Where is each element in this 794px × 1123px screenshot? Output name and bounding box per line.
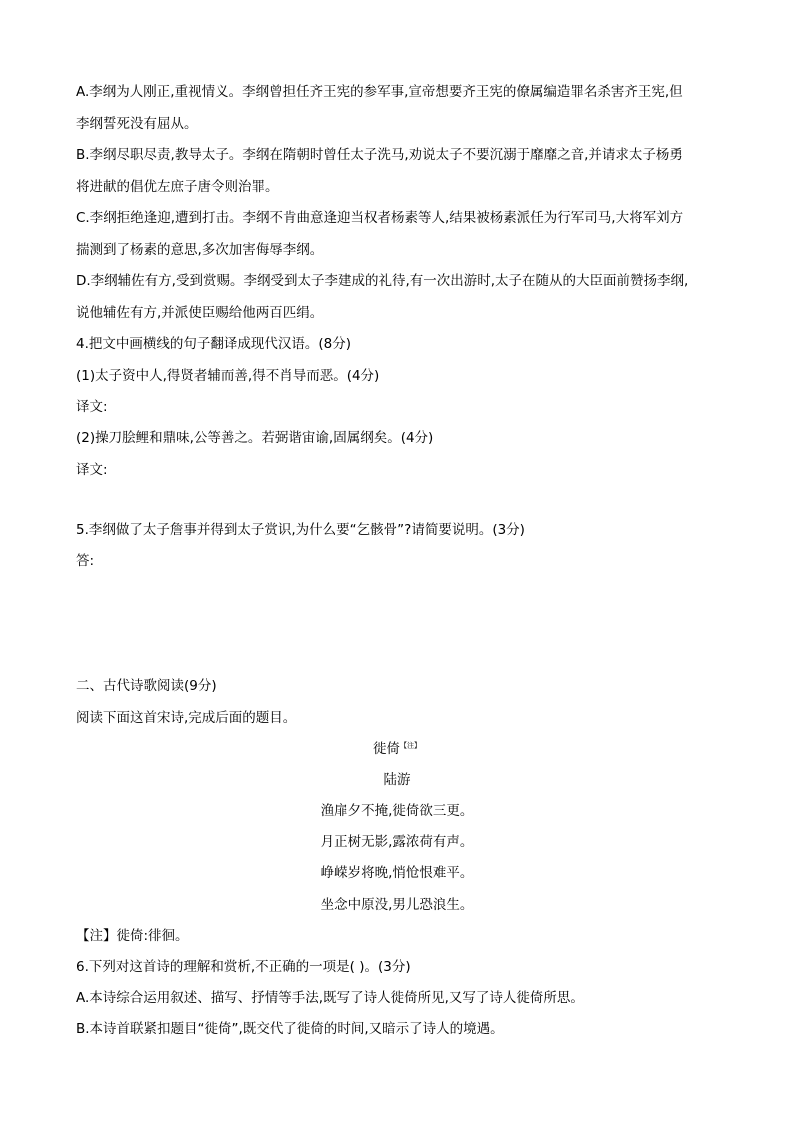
q3-option-b-line2: 将进献的倡优左庶子唐令则治罪。 [76, 179, 279, 195]
q4-sentence-1: (1)太子资中人,得贤者辅而善,得不肖导而恶。(4分) [76, 368, 380, 384]
poem-title [0, 739, 794, 759]
q3-option-c-line2: 揣测到了杨素的意思,多次加害侮辱李纲。 [76, 242, 324, 258]
q5-answer-label: 答: [76, 553, 95, 569]
q6-option-b: B.本诗首联紧扣题目“徙倚”,既交代了徙倚的时间,又暗示了诗人的境遇。 [76, 1021, 504, 1037]
q3-option-a-line1: A.李纲为人刚正,重视情义。李纲曾担任齐王宪的参军事,宣帝想要齐王宪的僚属编造罪名杀害齐王宪,但 [76, 84, 683, 100]
q5-title: 5.李纲做了太子詹事并得到太子赏识,为什么要“乞骸骨”?请简要说明。(3分) [76, 522, 525, 538]
section2-heading: 二、古代诗歌阅读(9分) [76, 678, 217, 694]
poem-title-note-mark: 【注】 [400, 741, 421, 750]
q4-translation-label-1: 译文: [76, 399, 108, 415]
q3-option-c-line1: C.李纲拒绝逢迎,遭到打击。李纲不肯曲意逢迎当权者杨素等人,结果被杨素派任为行军司马,大将军刘方 [76, 210, 684, 226]
q6-option-a: A.本诗综合运用叙述、描写、抒情等手法,既写了诗人徙倚所见,又写了诗人徙倚所思。 [76, 990, 584, 1006]
q3-option-a-line2: 李纲誓死没有屈从。 [76, 116, 198, 132]
poem-author: 陆游 [383, 772, 411, 788]
q6-title: 6.下列对这首诗的理解和赏析,不正确的一项是( )。(3分) [76, 959, 411, 975]
poem-line-1: 渔扉夕不掩,徙倚欲三更。 [320, 803, 474, 819]
q3-option-d-line1: D.李纲辅佐有方,受到赏赐。李纲受到太子李建成的礼待,有一次出游时,太子在随从的大臣面前赞扬李纲, [76, 273, 689, 289]
section2-instruction: 阅读下面这首宋诗,完成后面的题目。 [76, 710, 297, 726]
poem-line-3: 峥嵘岁将晚,悄怆恨难平。 [320, 865, 474, 881]
q4-translation-label-2: 译文: [76, 462, 108, 478]
poem-line-4: 坐念中原没,男儿恐浪生。 [320, 897, 474, 913]
q4-title: 4.把文中画横线的句子翻译成现代汉语。(8分) [76, 336, 352, 352]
poem-note: 【注】徙倚:徘徊。 [76, 928, 189, 944]
poem-title-text: 徙倚 [373, 741, 400, 757]
q3-option-b-line1: B.李纲尽职尽责,教导太子。李纲在隋朝时曾任太子洗马,劝说太子不要沉溺于靡靡之音,并请求太子杨勇 [76, 147, 683, 163]
q4-sentence-2: (2)操刀脍鲤和鼎味,公等善之。若弼谐宙谕,固属纲矣。(4分) [76, 430, 434, 446]
q3-option-d-line2: 说他辅佐有方,并派使臣赐给他两百匹绢。 [76, 305, 324, 321]
poem-line-2: 月正树无影,露浓荷有声。 [320, 834, 474, 850]
